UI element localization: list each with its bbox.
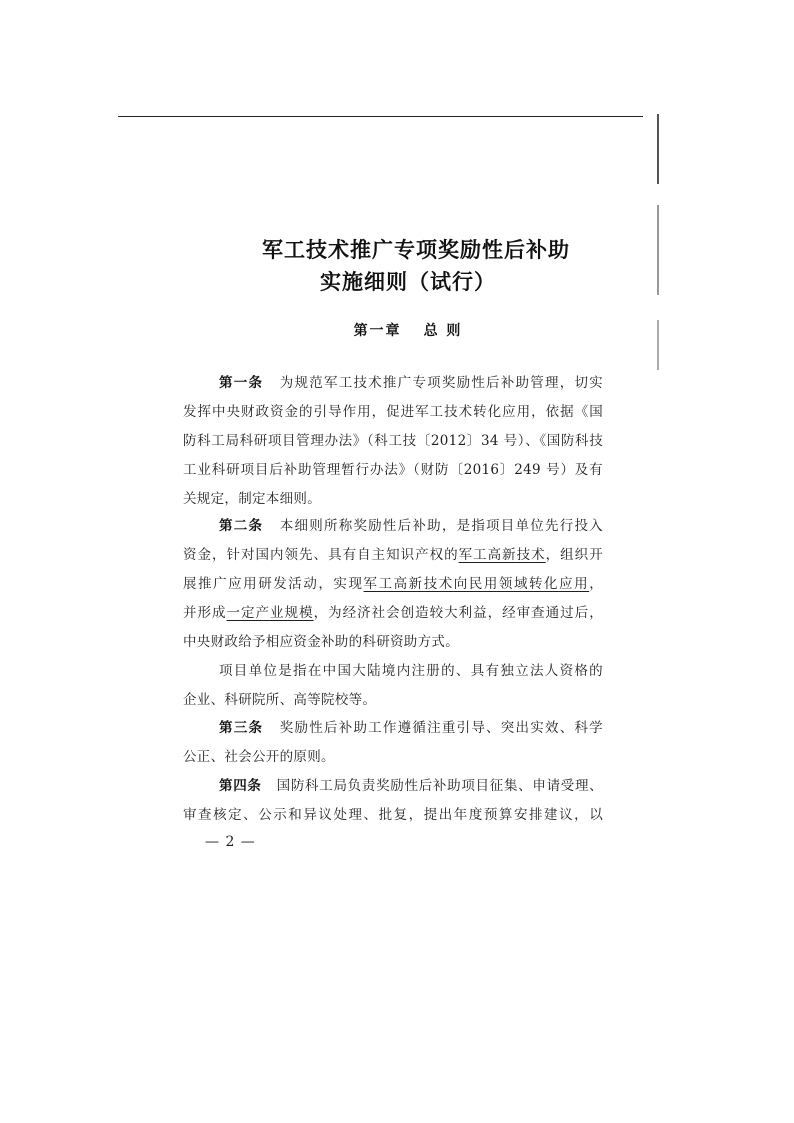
text-span: 奖励性后补助工作遵循注重引导、突出实效、科学 [279, 720, 603, 736]
chapter-name: 总 则 [423, 323, 463, 339]
text-span: ， [589, 576, 603, 592]
text-span: 本细则所称奖励性后补助，是指项目单位先行投入 [279, 518, 603, 534]
article-1-line: 发挥中央财政资金的引导作用，促进军工技术转化应用，依据《国 [183, 404, 603, 420]
text-span: ，为经济社会创造较大利益，经审查通过后， [313, 605, 604, 621]
article-2-line [219, 516, 603, 536]
text-span: 为规范军工技术推广专项奖励性后补助管理，切实 [279, 375, 603, 391]
article-2-line [183, 545, 603, 565]
text-span: 国防科工局负责奖励性后补助项目征集、申请受理、 [276, 778, 603, 794]
underlined-text: 军工高新技术 [458, 547, 546, 563]
document-title-line-2: 实施细则（试行） [320, 269, 496, 294]
article-1-line [219, 373, 603, 393]
chapter-heading [0, 320, 794, 340]
article-2-line [183, 574, 603, 594]
article-3-label: 第三条 [219, 720, 264, 736]
article-3-line [219, 718, 603, 738]
article-3-line: 公正、社会公开的原则。 [183, 749, 335, 765]
text-span: 并形成 [183, 605, 227, 621]
chapter-number: 第一章 [353, 323, 402, 339]
article-2-label: 第二条 [219, 518, 264, 534]
text-span: ，组织开 [545, 547, 603, 563]
article-1-line: 关规定，制定本细则。 [183, 491, 321, 507]
article-4-line: 审查核定、公示和异议处理、批复，提出年度预算安排建议，以 [183, 807, 603, 823]
text-span: 资金，针对国内领先、具有自主知识产权的 [183, 547, 459, 563]
article-2-line [183, 603, 603, 623]
page-number: — 2 — [205, 834, 256, 850]
article-2-line: 项目单位是指在中国大陆境内注册的、具有独立法人资格的 [219, 663, 603, 679]
text-span: 展推广应用研发活动，实现 [183, 576, 364, 592]
article-1-line: 防科工局科研项目管理办法》（科工技〔2012〕34 号）、《国防科技 [183, 433, 603, 449]
underlined-text: 一定产业规模 [226, 605, 314, 621]
article-4-label: 第四条 [219, 778, 262, 794]
article-1-line: 工业科研项目后补助管理暂行办法》（财防〔2016〕249 号）及有 [183, 462, 603, 478]
document-title-line-1: 军工技术推广专项奖励性后补助 [262, 237, 570, 262]
top-rule [118, 116, 643, 117]
article-2-line: 中央财政给予相应资金补助的科研资助方式。 [183, 634, 459, 650]
scan-edge-mark [657, 114, 659, 184]
underlined-text: 军工高新技术向民用领域转化应用 [363, 576, 590, 592]
article-4-line [219, 776, 603, 796]
article-1-label: 第一条 [219, 375, 264, 391]
article-2-line: 企业、科研院所、高等院校等。 [183, 692, 377, 708]
